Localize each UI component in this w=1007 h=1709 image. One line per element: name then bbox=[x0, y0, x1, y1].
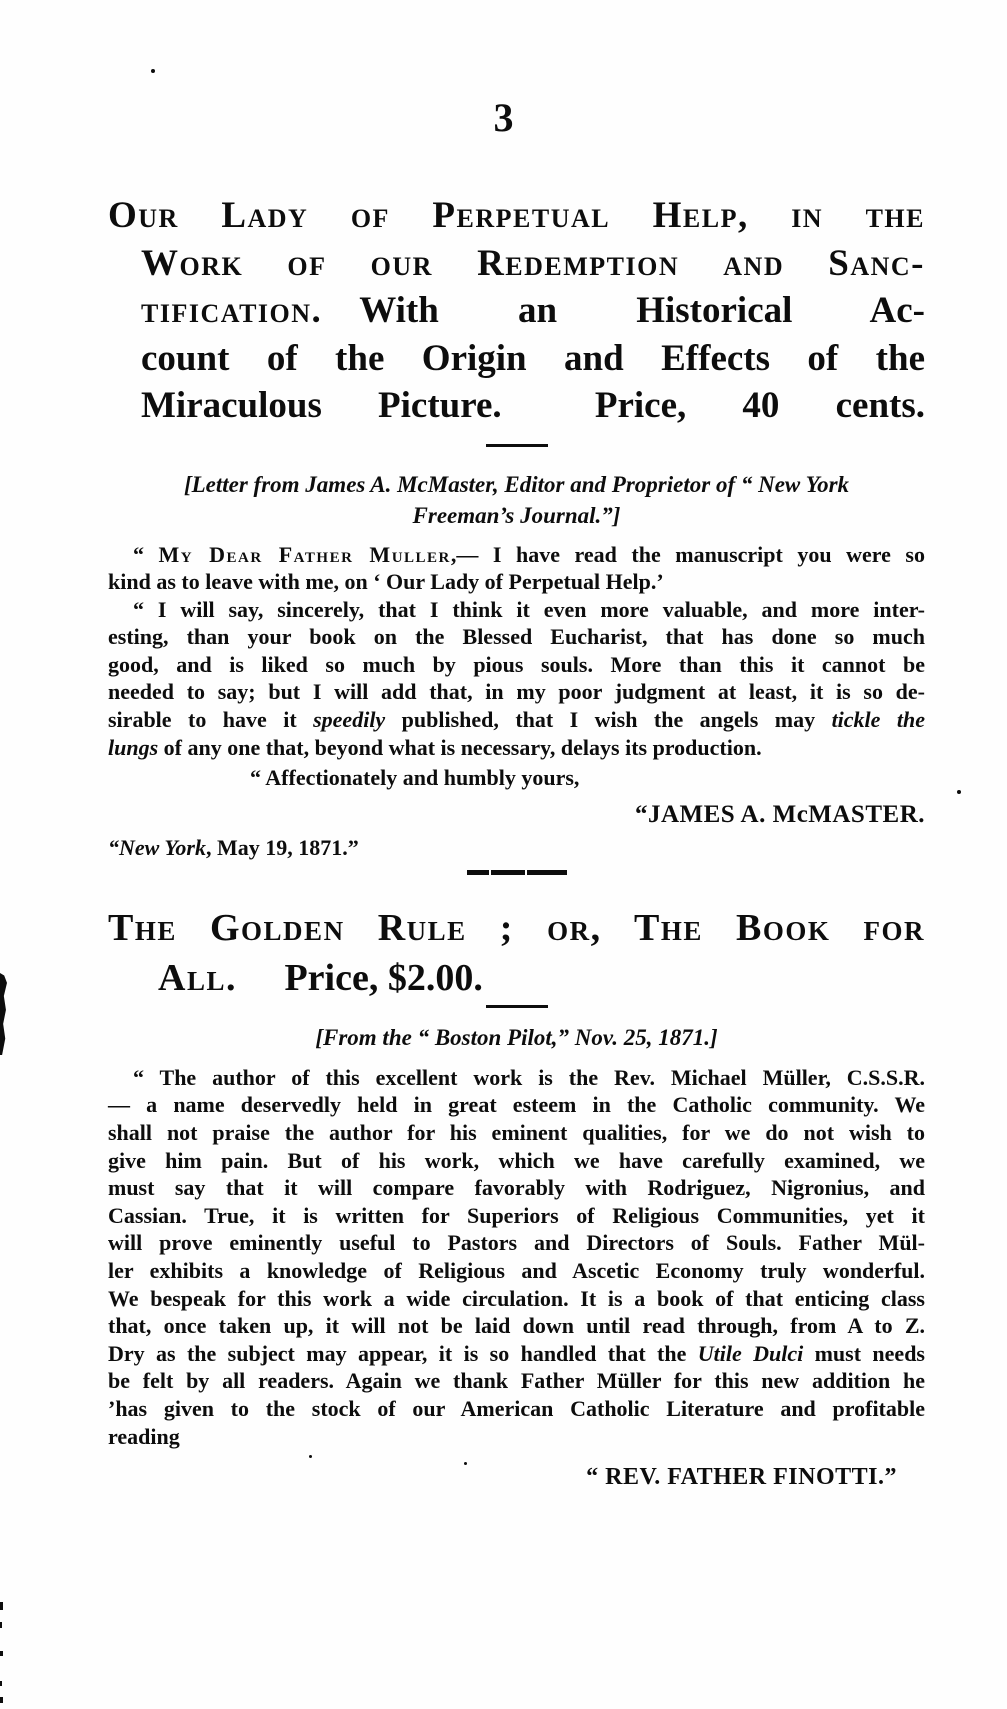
text-line: “ My Dear Father Muller,— I have read the manuscript you were so bbox=[133, 541, 925, 567]
ink-speck bbox=[464, 1462, 467, 1465]
text-line: tification. With an Historical Ac- bbox=[141, 290, 925, 331]
section-divider bbox=[486, 444, 548, 447]
letter-paragraph-2 bbox=[108, 596, 925, 762]
edge-mark bbox=[0, 1681, 2, 1686]
text-line: count of the Origin and Effects of the bbox=[141, 337, 925, 379]
edge-mark bbox=[0, 1697, 3, 1703]
page-number: 3 bbox=[493, 95, 514, 140]
text-line: Dry as the subject may appear, it is so handled that the Utile Dulci must needs bbox=[108, 1340, 925, 1366]
text-line: Our Lady of Perpetual Help, in the bbox=[108, 195, 925, 236]
text-line: kind as to leave with me, on ‘ Our Lady of Perpetual Help.’ bbox=[108, 569, 664, 595]
text-line: We bespeak for this work a wide circulation. It is a book of that enticing class bbox=[108, 1285, 925, 1311]
text-line: “ I will say, sincerely, that I think it even more valuable, and more inter- bbox=[133, 596, 925, 622]
edge-mark bbox=[0, 1622, 2, 1628]
letter-attribution bbox=[108, 469, 925, 531]
text-line: — a name deservedly held in great esteem in the Catholic community. We bbox=[108, 1092, 925, 1118]
letter-paragraph-1 bbox=[108, 541, 925, 596]
text-line: needed to say; but I will add that, in my poor judgment at least, it is so de- bbox=[108, 679, 925, 705]
section-divider bbox=[486, 1005, 548, 1008]
ink-speck bbox=[151, 69, 155, 73]
text-line: will prove eminently useful to Pastors and Directors of Souls. Father Mül- bbox=[108, 1230, 925, 1256]
text-line: ’has given to the stock of our American Catholic Literature and profitable bbox=[108, 1395, 925, 1421]
text-line: esting, than your book on the Blessed Eucharist, that has done so much bbox=[108, 624, 925, 650]
book-title-our-lady-of-perpetual-help bbox=[108, 192, 925, 430]
edge-mark bbox=[0, 1651, 3, 1656]
text-line: “ The author of this excellent work is the Rev. Michael Müller, C.S.S.R. bbox=[133, 1064, 925, 1090]
text-line: must say that it will compare favorably with Rodriguez, Nigronius, and bbox=[108, 1175, 925, 1201]
text-line: Cassian. True, it is written for Superiors of Religious Communities, yet it bbox=[108, 1202, 925, 1228]
text-line: The Golden Rule ; or, The Book for bbox=[108, 906, 925, 949]
edge-mark bbox=[0, 1602, 3, 1610]
text-line: Miraculous Picture. Price, 40 cents. bbox=[141, 385, 925, 426]
text-line: Work of our Redemption and Sanc- bbox=[141, 242, 925, 284]
text-line: be felt by all readers. Again we thank Father Müller for this new addition he bbox=[108, 1368, 925, 1394]
text-line: All. Price, $2.00. bbox=[158, 956, 483, 999]
text-line: give him pain. But of his work, which we have carefully examined, we bbox=[108, 1147, 925, 1173]
text-line: shall not praise the author for his eminent qualities, for we do not wish to bbox=[108, 1120, 925, 1146]
letter-closing: “ Affectionately and humbly yours, bbox=[250, 765, 580, 791]
text-line: lungs of any one that, beyond what is necessary, delays its production. bbox=[108, 734, 762, 760]
signature-james-mcmaster: “JAMES A. McMASTER. bbox=[634, 800, 925, 828]
dateline-date: , May 19, 1871.” bbox=[206, 834, 359, 860]
text-line: sirable to have it speedily published, that I wish the angels may tickle the bbox=[108, 707, 925, 733]
review-paragraph bbox=[108, 1064, 925, 1450]
letter-dateline bbox=[108, 834, 925, 862]
text-line: reading bbox=[108, 1423, 180, 1449]
section-divider bbox=[467, 870, 567, 875]
text-line: ler exhibits a knowledge of Religious and Ascetic Economy truly wonderful. bbox=[108, 1258, 925, 1283]
text-line: Freeman’s Journal.”] bbox=[412, 502, 621, 528]
text-line: [Letter from James A. McMaster, Editor and Proprietor of “ New York bbox=[183, 471, 850, 497]
signature-father-finotti: “ REV. FATHER FINOTTI.” bbox=[586, 1464, 897, 1491]
text-line: that, once taken up, it will not be laid down until read through, from A to Z. bbox=[108, 1313, 925, 1339]
book-title-the-golden-rule bbox=[108, 903, 925, 1003]
text-line: good, and is liked so much by pious souls. More than this it cannot be bbox=[108, 651, 925, 677]
ink-speck bbox=[309, 1455, 312, 1458]
review-attribution: [From the “ Boston Pilot,” Nov. 25, 1871.] bbox=[315, 1024, 718, 1050]
ink-speck bbox=[957, 790, 961, 794]
dateline-place: “New York bbox=[108, 834, 206, 860]
